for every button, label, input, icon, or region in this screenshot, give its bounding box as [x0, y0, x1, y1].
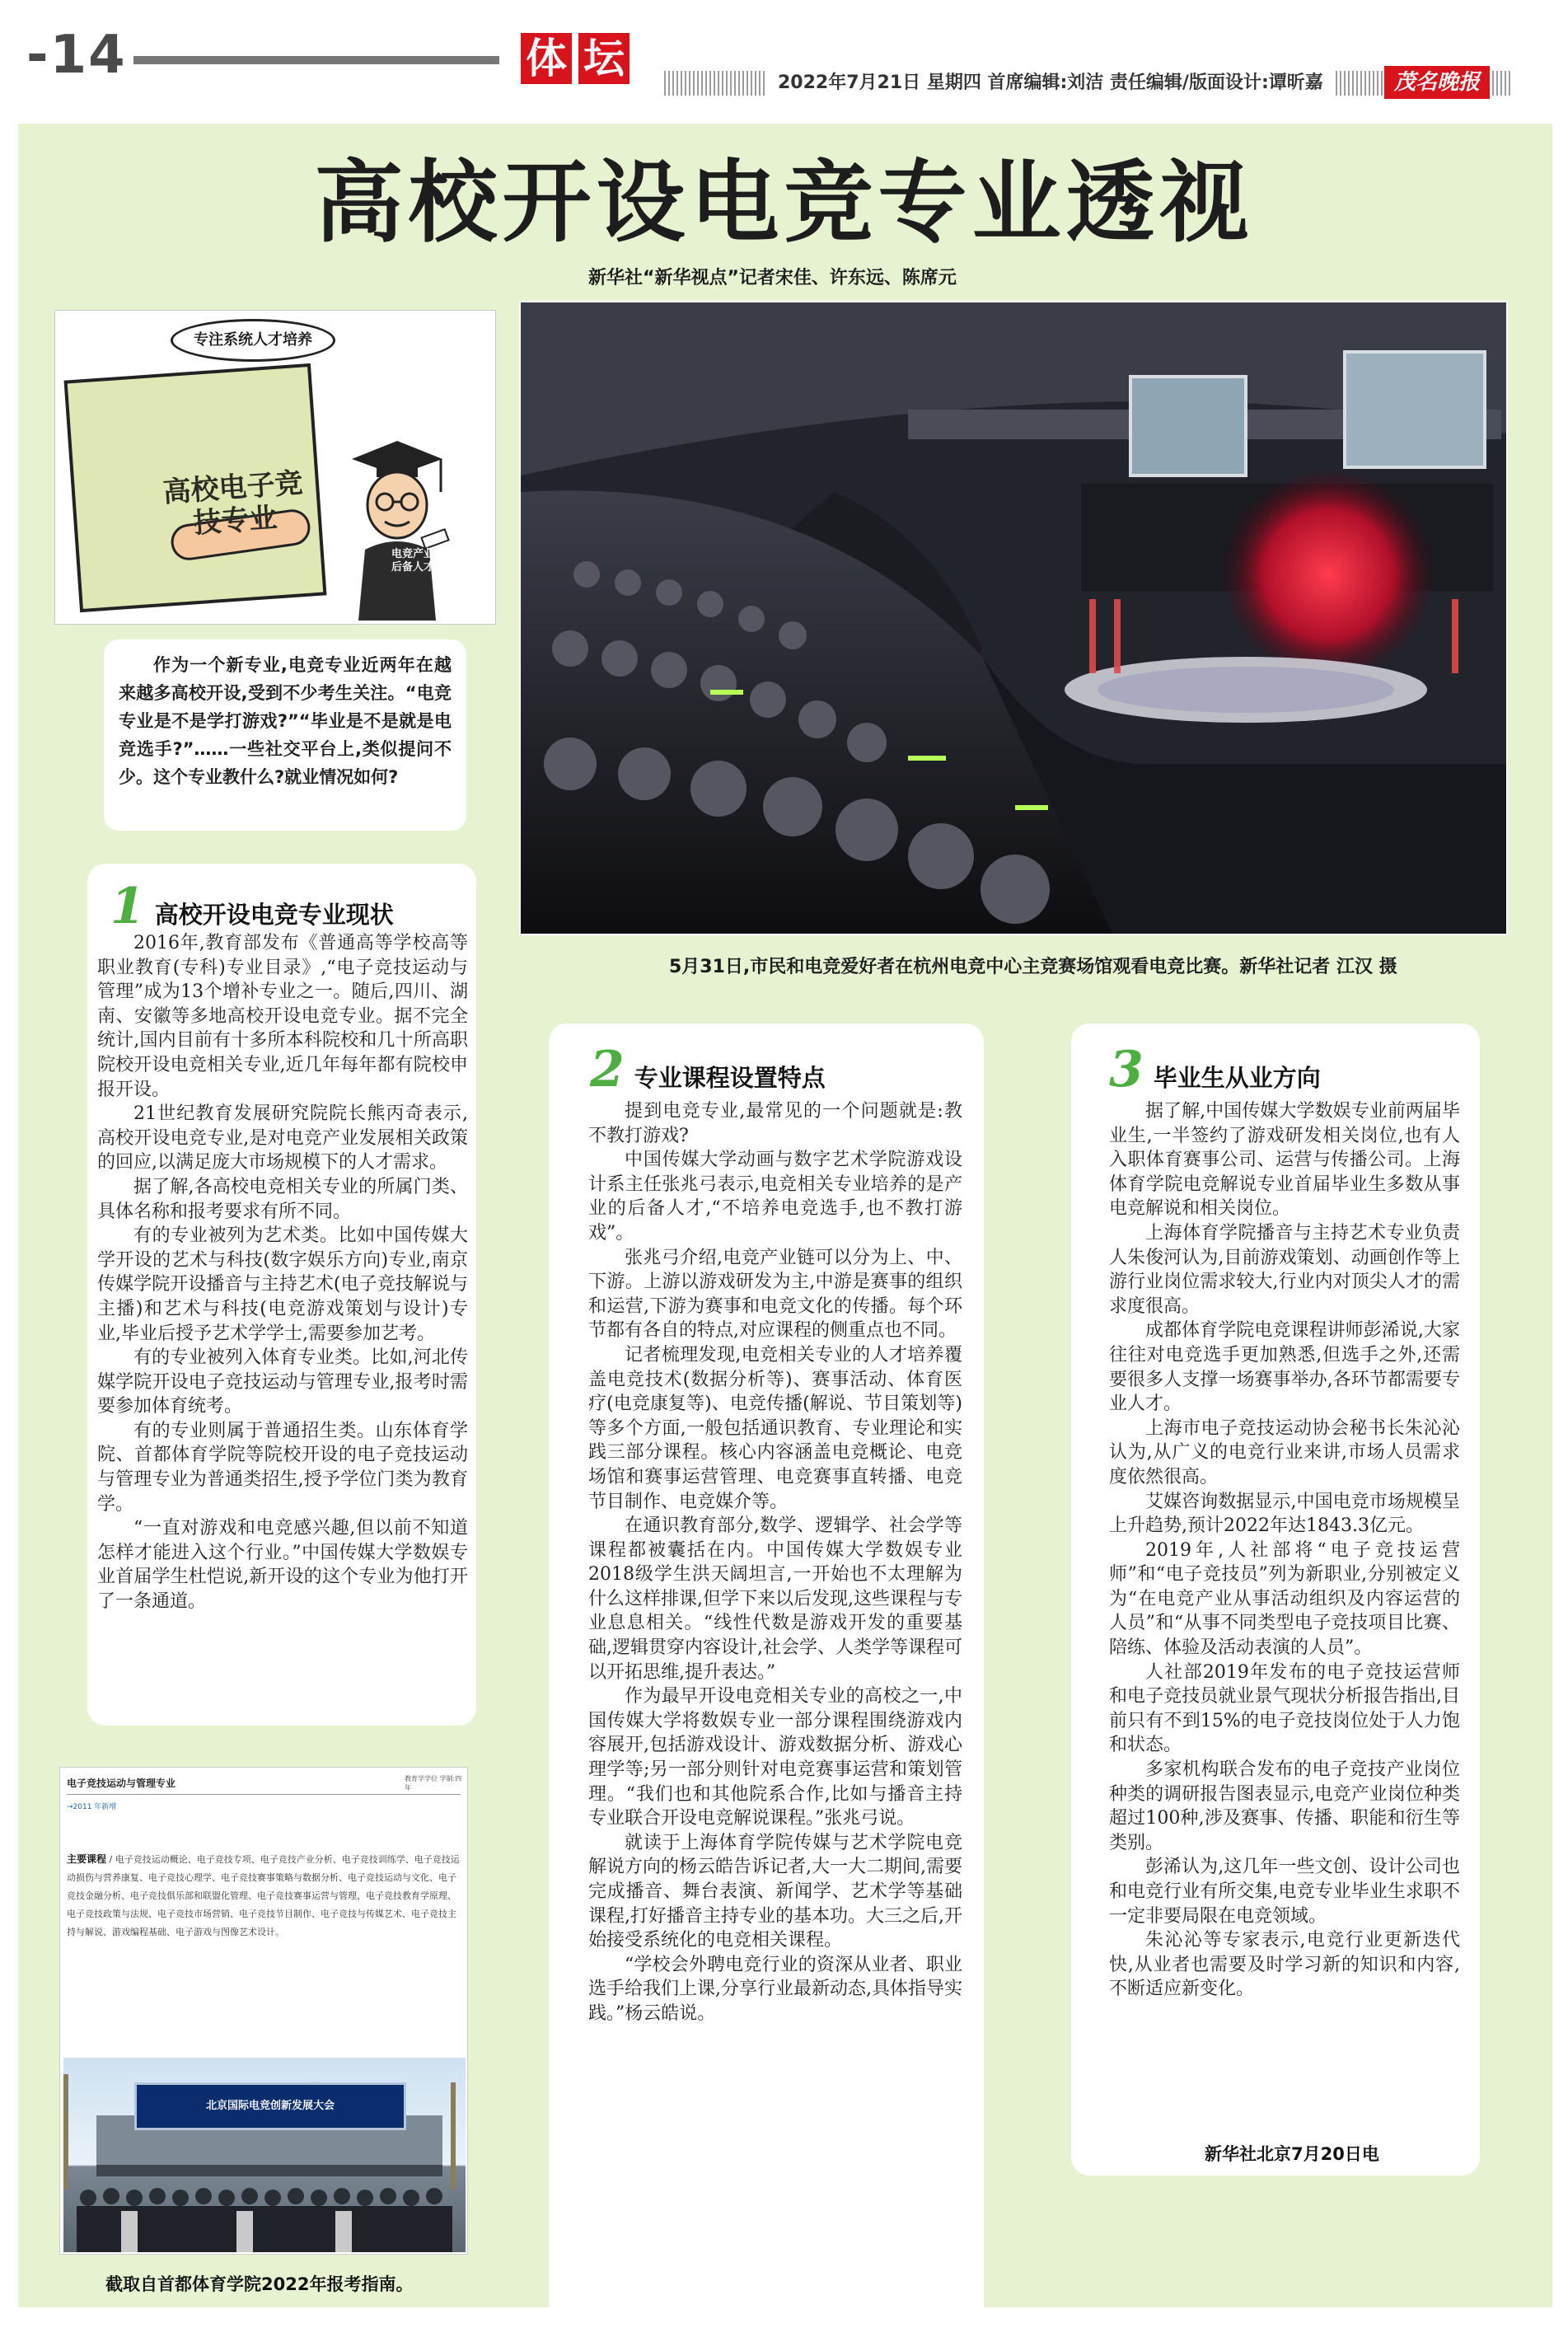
section-label-char-1: 体 [521, 33, 572, 84]
dateline: 新华社北京7月20日电 [1205, 2144, 1379, 2164]
headline: 高校开设电竞专业透视 [314, 152, 1254, 255]
paragraph: “一直对游戏和电竞感兴趣,但以前不知道怎样才能进入这个行业。”中国传媒大学数娱专业首届学生杜恺说,新开设的这个专业为他打开了一条通道。 [97, 1518, 468, 1613]
graduate-figure [344, 426, 451, 621]
page-number: -14 [26, 25, 127, 86]
section-1-title: 高校开设电竞专业现状 [154, 901, 394, 929]
brochure-title: 电子竞技运动与管理专业 [67, 1778, 176, 1789]
brochure-excerpt [59, 1767, 468, 2255]
brochure-courses: 主要课程 / 电子竞技运动概论、电子竞技专项、电子竞技产业分析、电子竞技训练学、电子竞技运动损伤与营养康复、电子竞技心理学、电子竞技赛事策略与数据分析、电子竞技运动与文化、电子竞技金融分析、电子竞技俱乐部和联盟化管理、电子竞技赛事运营与管理、电子竞技教育学原理、电子竞技政策与法规、电子竞技市场营销、电子竞技节目制作、电子竞技与传媒艺术、电子竞技主持与解说、游戏编程基础、电子游戏与图像艺术设计。 [67, 1853, 460, 1937]
paragraph: 记者梳理发现,电竞相关专业的人才培养覆盖电竞技术(数据分析等)、赛事活动、体育医疗(电竞康复等)、电竞传播(解说、节目策划等)等多个方面,一般包括通识教育、专业理论和实践三部分课程。核心内容涵盖电竞概论、电竞场馆和赛事运营管理、电竞赛事直转播、电竞节目制作、电竞媒介等。 [588, 1344, 962, 1512]
paragraph: 据了解,各高校电竞相关专业的所属门类、具体名称和报考要求有所不同。 [97, 1176, 468, 1222]
speech-bubble: 专注系统人才培养 [171, 319, 335, 362]
intro-text: 作为一个新专业,电竞专业近两年在越来越多高校开设,受到不少考生关注。“电竞专业是不是学打游戏?”“毕业是不是就是电竞选手?”……一些社交平台上,类似提问不少。这个专业教什么?就业情况如何? [119, 655, 452, 787]
brochure-caption: 截取自首都体育学院2022年报考指南。 [105, 2274, 414, 2294]
paragraph: 据了解,中国传媒大学数娱专业前两届毕业生,一半签约了游戏研发相关岗位,也有人入职体育赛事公司、运营与传播公司。上海体育学院电竞解说专业首届毕业生多数从事电竞解说和相关岗位。 [1109, 1101, 1460, 1220]
cartoon-illustration [54, 310, 496, 625]
paragraph: 有的专业被列为艺术类。比如中国传媒大学开设的艺术与科技(数字娱乐方向)专业,南京传媒学院开设播音与主持艺术(电子竞技解说与主播)和艺术与科技(电竞游戏策划与设计)专业,毕业后授予艺术学学士,需要参加艺考。 [97, 1225, 468, 1344]
section-label-char-2: 坛 [578, 33, 630, 84]
paragraph: “学校会外聘电竞行业的资深从业者、职业选手给我们上课,分享行业最新动态,具体指导实践。”杨云皓说。 [588, 1954, 962, 2024]
esports-arena-photo [519, 301, 1508, 935]
section-2-title: 专业课程设置特点 [634, 1064, 826, 1092]
section-3-body [1109, 1099, 1460, 2002]
section-1-body [97, 931, 468, 1614]
paragraph: 在通识教育部分,数学、逻辑学、社会学等课程都被囊括在内。中国传媒大学数娱专业2018级学生洪天阔坦言,一开始也不太理解为什么这样排课,但学下来以后发现,这些课程与专业息息相关。“线性代数是游戏开发的重要基础,逻辑贯穿内容设计,社会学、人类学等课程可以开拓思维,提升表达。” [588, 1515, 962, 1683]
header-rule [133, 56, 499, 64]
paragraph: 2019年,人社部将“电子竞技运营师”和“电子竞技员”列为新职业,分别被定义为“在电竞产业从事活动组织及内容运营的人员”和“从事不同类型电子竞技项目比赛、陪练、体验及活动表演的人员”。 [1109, 1539, 1460, 1659]
paragraph: 有的专业则属于普通招生类。山东体育学院、首都体育学院等院校开设的电子竞技运动与管理专业为普通类招生,授予学位门类为教育学。 [97, 1420, 468, 1515]
brochure-meta: 教育学学位 学制:四年 [405, 1775, 462, 1792]
courses-label: 主要课程 [67, 1853, 107, 1865]
section-3-heading [1109, 1041, 1321, 1098]
gown-label: 电竞产业后备人才 [391, 548, 434, 574]
paragraph: 2016年,教育部发布《普通高等学校高等职业教育(专科)专业目录》,“电子竞技运动与管理”成为13个增补专业之一。随后,四川、湖南、安徽等多地高校开设电竞专业。据不完全统计,国内目前有十多所本科院校和几十所高职院校开设电竞相关专业,近几年每年都有院校申报开设。 [97, 933, 468, 1100]
issue-info: 2022年7月21日 星期四 首席编辑:刘洁 责任编辑/版面设计:谭昕嘉 [766, 69, 1335, 97]
brochure-group-photo [63, 2058, 466, 2252]
courses-list: 电子竞技运动概论、电子竞技专项、电子竞技产业分析、电子竞技训练学、电子竞技运动损伤与营养康复、电子竞技心理学、电子竞技赛事策略与数据分析、电子竞技运动与文化、电子竞技金融分析、电子竞技俱乐部和联盟化管理、电子竞技赛事运营与管理、电子竞技教育学原理、电子竞技政策与法规、电子竞技市场营销、电子竞技节目制作、电子竞技与传媒艺术、电子竞技主持与解说、游戏编程基础、电子游戏与图像艺术设计。 [67, 1854, 460, 1937]
arena-scene [521, 302, 1508, 935]
paragraph: 作为最早开设电竞相关专业的高校之一,中国传媒大学将数娱专业一部分课程围绕游戏内容展开,包括游戏设计、游戏数据分析、游戏心理学等;另一部分则针对电竞赛事运营和策划管理。“我们也和其他院系合作,比如与播音主持专业联合开设电竞解说课程。”张兆弓说。 [588, 1686, 962, 1829]
paragraph: 上海体育学院播音与主持艺术专业负责人朱俊河认为,目前游戏策划、动画创作等上游行业岗位需求较大,行业内对顶尖人才的需求度很高。 [1109, 1222, 1460, 1317]
paragraph: 上海市电子竞技运动协会秘书长朱沁沁认为,从广义的电竞行业来讲,市场人员需求度依然很高。 [1109, 1417, 1460, 1487]
byline: 新华社“新华视点”记者宋佳、许东远、陈席元 [588, 268, 957, 288]
brochure-banner: 北京国际电竞创新发展大会 [134, 2082, 406, 2130]
section-3-number: 3 [1109, 1041, 1144, 1098]
section-3-title: 毕业生从业方向 [1153, 1064, 1321, 1092]
board-title: 高校电子竞技专业 [161, 466, 304, 541]
paragraph: 张兆弓介绍,电竞产业链可以分为上、中、下游。上游以游戏研发为主,中游是赛事的组织和运营,下游为赛事和电竞文化的传播。每个环节都有各自的特点,对应课程的侧重点也不同。 [588, 1247, 962, 1342]
paragraph: 提到电竞专业,最常见的一个问题就是:教不教打游戏? [588, 1101, 962, 1146]
brochure-divider [67, 1794, 461, 1795]
brochure-year: →2011 年新增 [67, 1803, 117, 1811]
paragraph: 多家机构联合发布的电子竞技产业岗位种类的调研报告图表显示,电竞产业岗位种类超过100种,涉及赛事、传播、职能和衍生等类别。 [1109, 1759, 1460, 1853]
paragraph: 有的专业被列入体育专业类。比如,河北传媒学院开设电子竞技运动与管理专业,报考时需要参加体育统考。 [97, 1347, 468, 1417]
section-2-number: 2 [590, 1041, 625, 1098]
paragraph: 人社部2019年发布的电子竞技运营师和电子竞技员就业景气现状分析报告指出,目前只有不到15%的电子竞技岗位处于人力饱和状态。 [1109, 1661, 1460, 1756]
paragraph: 中国传媒大学动画与数字艺术学院游戏设计系主任张兆弓表示,电竞相关专业培养的是产业的后备人才,“不培养电竞选手,也不教打游戏”。 [588, 1150, 962, 1244]
paragraph: 彭浠认为,这几年一些文创、设计公司也和电竞行业有所交集,电竞专业毕业生求职不一定非要局限在电竞领域。 [1109, 1857, 1460, 1927]
section-1-number: 1 [110, 878, 145, 935]
section-1-heading [110, 878, 394, 935]
paragraph: 朱沁沁等专家表示,电竞行业更新迭代快,从业者也需要及时学习新的知识和内容,不断适应新变化。 [1109, 1930, 1460, 2000]
newspaper-logo: 茂名晚报 [1384, 66, 1490, 99]
photo-caption: 5月31日,市民和电竞爱好者在杭州电竞中心主竞赛场馆观看电竞比赛。新华社记者 江汉 摄 [669, 957, 1397, 977]
paragraph: 成都体育学院电竞课程讲师彭浠说,大家往往对电竞选手更加熟悉,但选手之外,还需要很多人支撑一场赛事举办,各环节都需要专业人才。 [1109, 1320, 1460, 1415]
section-2-body [588, 1099, 962, 2026]
section-2-heading [590, 1041, 826, 1098]
paragraph: 21世纪教育发展研究院院长熊丙奇表示,高校开设电竞专业,是对电竞产业发展相关政策的回应,以满足庞大市场规模下的人才需求。 [97, 1103, 468, 1173]
intro-box [104, 639, 466, 831]
paragraph: 就读于上海体育学院传媒与艺术学院电竞解说方向的杨云皓告诉记者,大一大二期间,需要完成播音、舞台表演、新闻学、艺术学等基础课程,打好播音主持专业的基本功。大三之后,开始接受系统化的电竞相关课程。 [588, 1832, 962, 1951]
paragraph: 艾媒咨询数据显示,中国电竞市场规模呈上升趋势,预计2022年达1843.3亿元。 [1109, 1491, 1460, 1537]
